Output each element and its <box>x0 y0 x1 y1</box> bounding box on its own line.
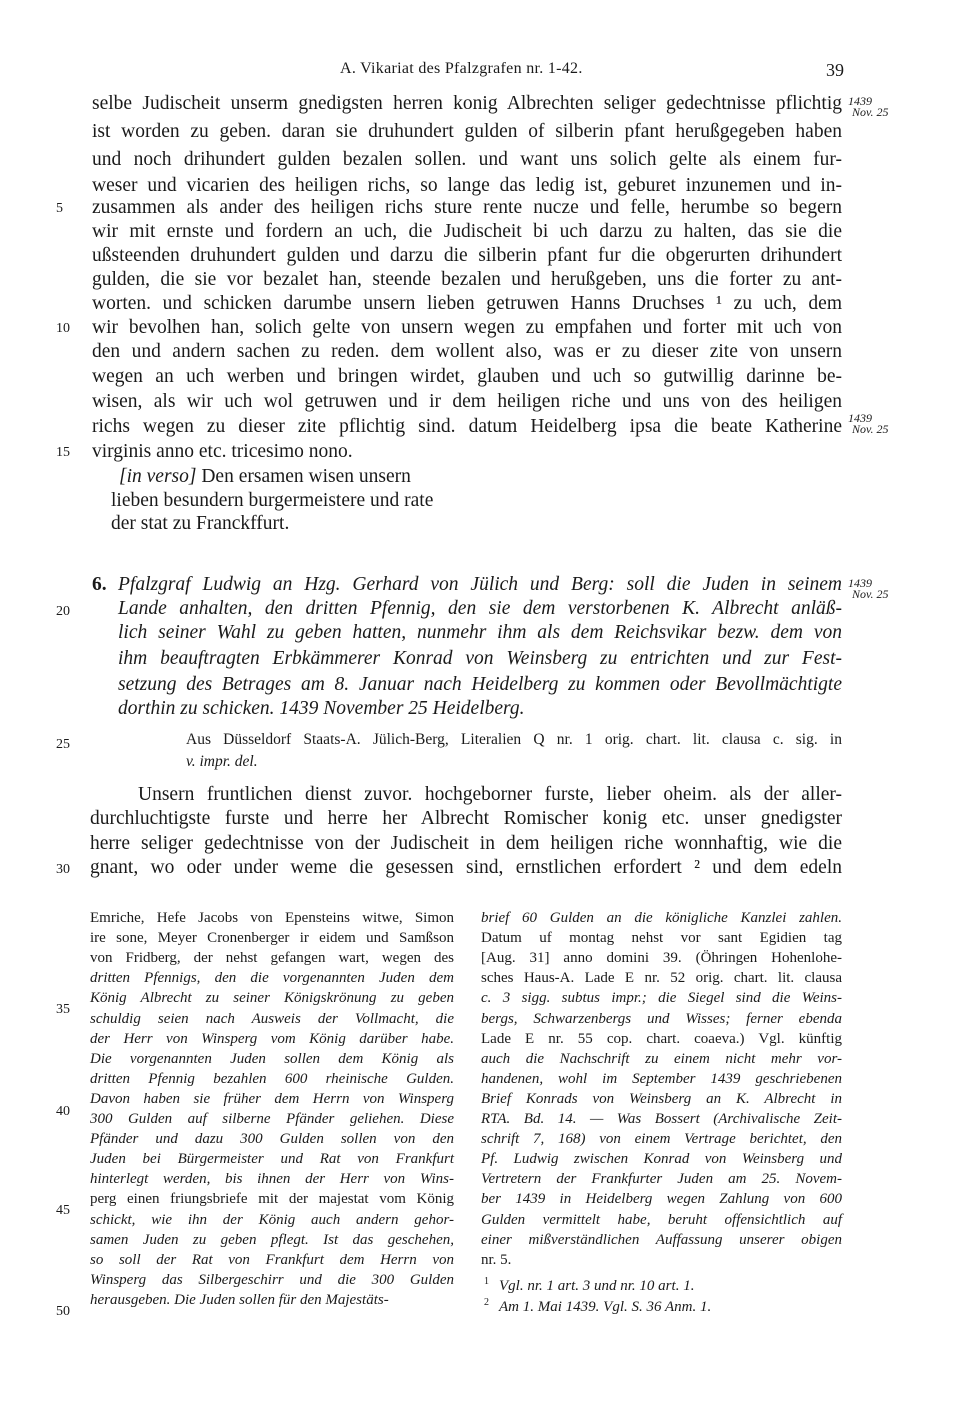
footnote-mark: 1 <box>484 1275 489 1287</box>
numbered-footnote <box>484 1297 711 1316</box>
text-line: und noch drihundert gulden bezalen sollen. und want uns solich gelte als einem fur- <box>92 149 842 170</box>
footnote-line: ber 1439 in Heidelberg wegen Zahlung von 600 <box>481 1191 842 1208</box>
footnote-line: Vertretern der Frankfurter Juden am 25. Novem- <box>481 1171 842 1188</box>
numbered-footnote <box>484 1276 694 1295</box>
line-number: 50 <box>56 1304 70 1319</box>
footnote-line: 300 Gulden auf silberne Pfänder geliehen. Diese <box>90 1111 454 1127</box>
line-number: 5 <box>56 201 63 216</box>
footnote-line: herausgeben. Die Juden sollen für den Majestäts- <box>90 1291 389 1308</box>
text-line: worten. und schicken darumbe unsern lieben getruwen Hanns Druchses ¹ zu uch, dem <box>92 293 842 314</box>
footnote-line: Pf. Ludwig zwischen Konrad von Weinsberg und <box>481 1151 842 1168</box>
footnote-line: dritten Pfennig bezahlen 600 rheinische Gulden. <box>90 1070 454 1087</box>
footnote-line: [Aug. 31] anno domini 39. (Öhringen Hohenlohe- <box>481 950 842 967</box>
regest-line: lich seiner Wahl zu geben hatten, nunmehr ihm als dem Reichsvikar bezw. dem von <box>118 622 842 643</box>
line-number: 45 <box>56 1203 70 1218</box>
line-number: 10 <box>56 321 70 336</box>
footnote-line: Pfänder und dazu 300 Gulden sollen von den <box>90 1131 454 1148</box>
footnote-line: Juden bei Bürgermeister und Rat von Frankfurt <box>90 1151 454 1168</box>
text-line: wegen an uch werben und bringen wirdet, glauben und uch so gutwillig darinne be- <box>92 366 842 387</box>
text-line: zusammen als ander des heiligen richs sture rente nucze und felle, herumbe so begern <box>92 197 842 218</box>
text-line: virginis anno etc. tricesimo nono. <box>92 441 353 462</box>
footnote-text: Vgl. nr. 1 art. 3 und nr. 10 art. 1. <box>499 1277 695 1294</box>
page-number: 39 <box>826 60 844 80</box>
footnote-line: samen Juden zu geben pflegt. Ist das geschehen, <box>90 1231 454 1248</box>
footnote-text: Am 1. Mai 1439. Vgl. S. 36 Anm. 1. <box>499 1298 712 1315</box>
regest-line: setzung des Betrages am 8. Januar nach Heidelberg zu kommen oder Bevollmächtigte <box>118 674 842 695</box>
text-line: den und andern sachen zu reden. dem wollent also, was er zu dieser zite von unsern <box>92 341 842 362</box>
line-number: 30 <box>56 862 70 877</box>
footnote-line: schuldig seien nach Ausweis der Vollmacht, die <box>90 1010 454 1027</box>
margin-date: 1439 Nov. 25 <box>848 411 889 436</box>
footnote-line: sches Haus-A. Lade E nr. 52 orig. chart. lit. clausa <box>481 970 842 987</box>
footnote-line: so soll der Rat von Frankfurt dem Herrn von <box>90 1251 454 1268</box>
regest-line: dorthin zu schicken. 1439 November 25 Heidelberg. <box>118 698 525 719</box>
margin-date: 1439 Nov. 25 <box>848 576 889 601</box>
footnote-line: Datum uf montag nehst vor sant Egidien tag <box>481 930 842 947</box>
footnote-line: c. 3 sigg. subtus impr.; die Siegel sind die Weins- <box>481 990 842 1007</box>
footnote-mark: 2 <box>484 1296 489 1308</box>
text-line: ist worden zu geben. daran sie druhundert gulden of silberin pfant herußgegeben haben <box>92 121 842 142</box>
line-number: 20 <box>56 604 70 619</box>
source-line-cont: v. impr. del. <box>186 753 258 770</box>
footnote-line: von Fridberg, der nehst gefangen wart, wegen des <box>90 950 454 967</box>
line-number: 35 <box>56 1002 70 1017</box>
footnote-line: Brief Konrads von Weinsberg an K. Albrecht in <box>481 1090 842 1107</box>
verso-line: der stat zu Franckffurt. <box>111 513 290 534</box>
footnote-line: Die vorgenannten Juden sollen dem König als <box>90 1050 454 1067</box>
verso-text: Den ersamen wisen unsern <box>201 466 411 487</box>
text-line: gnant, wo oder under weme die gesessen sind, ernstlichen erfordert ² und dem edeln <box>90 857 842 878</box>
footnote-line: Winsperg das Silbergeschirr und die 300 Gulden <box>90 1271 454 1288</box>
text-line: wir bevolhen han, solich gelte von unsern wegen zu empfahen und forter mit uch von <box>92 317 842 338</box>
verso-line <box>119 466 411 488</box>
footnote-line: bergs, Schwarzenbergs und Wisses; ferner ebenda <box>481 1010 842 1027</box>
footnote-line: nr. 5. <box>481 1251 512 1268</box>
text-line: weser und vicarien des heiligen richs, so lange das ledig ist, geburet inzunemen und in- <box>92 175 842 196</box>
footnote-line: König Albrecht zu seiner Königskrönung zu geben <box>90 990 454 1007</box>
footnote-line: handenen, wohl im September 1439 geschriebenen <box>481 1070 842 1087</box>
footnote-line: RTA. Bd. 14. — Was Bossert (Archivalische Zeit- <box>481 1111 842 1127</box>
text-line: richs wegen zu dieser zite pflichtig sind. datum Heidelberg ipsa die beate Katherine <box>92 416 842 437</box>
footnote-line: Lade E nr. 55 cop. chart. coaeva.) Vgl. künftig <box>481 1030 842 1047</box>
footnote-line: ire sone, Meyer Cronenberger ir eidem und Samßson <box>90 930 454 947</box>
footnote-line: auch die Nachschrift zu einem nicht mehr vor- <box>481 1050 842 1067</box>
text-line: wir mit ernste und fordern an uch, die Judischeit bi uch darzu zu halten, das sie die <box>92 221 842 242</box>
margin-date: 1439 Nov. 25 <box>848 94 889 119</box>
footnote-line: Emriche, Hefe Jacobs von Epensteins witwe, Simon <box>90 910 454 926</box>
document-number: 6. <box>92 574 107 595</box>
text-line: Unsern fruntlichen dienst zuvor. hochgeborner furste, lieber oheim. als der aller- <box>138 784 842 805</box>
text-line: ußsteenden druhundert gulden und darzu die silberin pfant fur die obgerurten drihundert <box>92 245 842 266</box>
text-line: herre seliger gedechtnisse von der Judischeit in dem heiligen riche wonnhaftig, wie die <box>90 833 842 854</box>
footnote-line: hinterlegt werden, bis ihnen der Herr von Wins- <box>90 1171 454 1188</box>
line-number: 25 <box>56 737 70 752</box>
footnote-line: dritten Pfennigs, den die vorgenannten Juden dem <box>90 970 454 987</box>
text-line: wisen, als wir uch wol getruwen und ir dem heiligen riche und uns von des heiligen <box>92 391 842 412</box>
footnote-line: einer mißverständlichen Auffassung unserer obigen <box>481 1231 842 1248</box>
running-title: A. Vikariat des Pfalzgrafen nr. 1-42. <box>340 60 583 77</box>
regest-line: Pfalzgraf Ludwig an Hzg. Gerhard von Jülich und Berg: soll die Juden in seinem <box>118 574 842 595</box>
footnote-line: schickt, wie ihn der König auch andern gehor- <box>90 1211 454 1228</box>
regest-line: ihm beauftragten Erbkämmerer Konrad von Weinsberg zu entrichten und zur Fest- <box>118 648 842 669</box>
verso-line: lieben besundern burgermeistere und rate <box>111 490 434 511</box>
line-number: 15 <box>56 445 70 460</box>
footnote-line: perg einen friungsbriefe mit der majestat vom König <box>90 1191 454 1208</box>
text-line: selbe Judischeit unserm gnedigsten herren konig Albrechten seliger gedechtnisse pflichtig <box>92 93 842 114</box>
line-number: 40 <box>56 1104 70 1119</box>
footnote-line: Davon haben sie früher dem Herrn von Winsperg <box>90 1090 454 1107</box>
footnote-line: schrift 7, 168) von einem Vertrage berichtet, den <box>481 1131 842 1148</box>
source-line: Aus Düsseldorf Staats-A. Jülich-Berg, Literalien Q nr. 1 orig. chart. lit. clausa c. sig. in <box>186 731 842 748</box>
text-line: durchluchtigste furste und herre her Albrecht Romischer konig etc. unser gnedigster <box>90 808 842 829</box>
text-line: gulden, die sie vor bezalet han, steende bezalen und herußgeben, uns die forter zu ant- <box>92 269 842 290</box>
regest-line: Lande anhalten, den dritten Pfennig, den sie dem verstorbenen K. Albrecht anläß- <box>118 598 842 619</box>
verso-label: [in verso] <box>119 466 197 487</box>
footnote-line: Gulden vermittelt habe, beruht offensichtlich auf <box>481 1211 842 1228</box>
footnote-line: brief 60 Gulden an die königliche Kanzlei zahlen. <box>481 910 842 926</box>
footnote-line: der Herr von Winsperg vom König darüber habe. <box>90 1030 454 1047</box>
